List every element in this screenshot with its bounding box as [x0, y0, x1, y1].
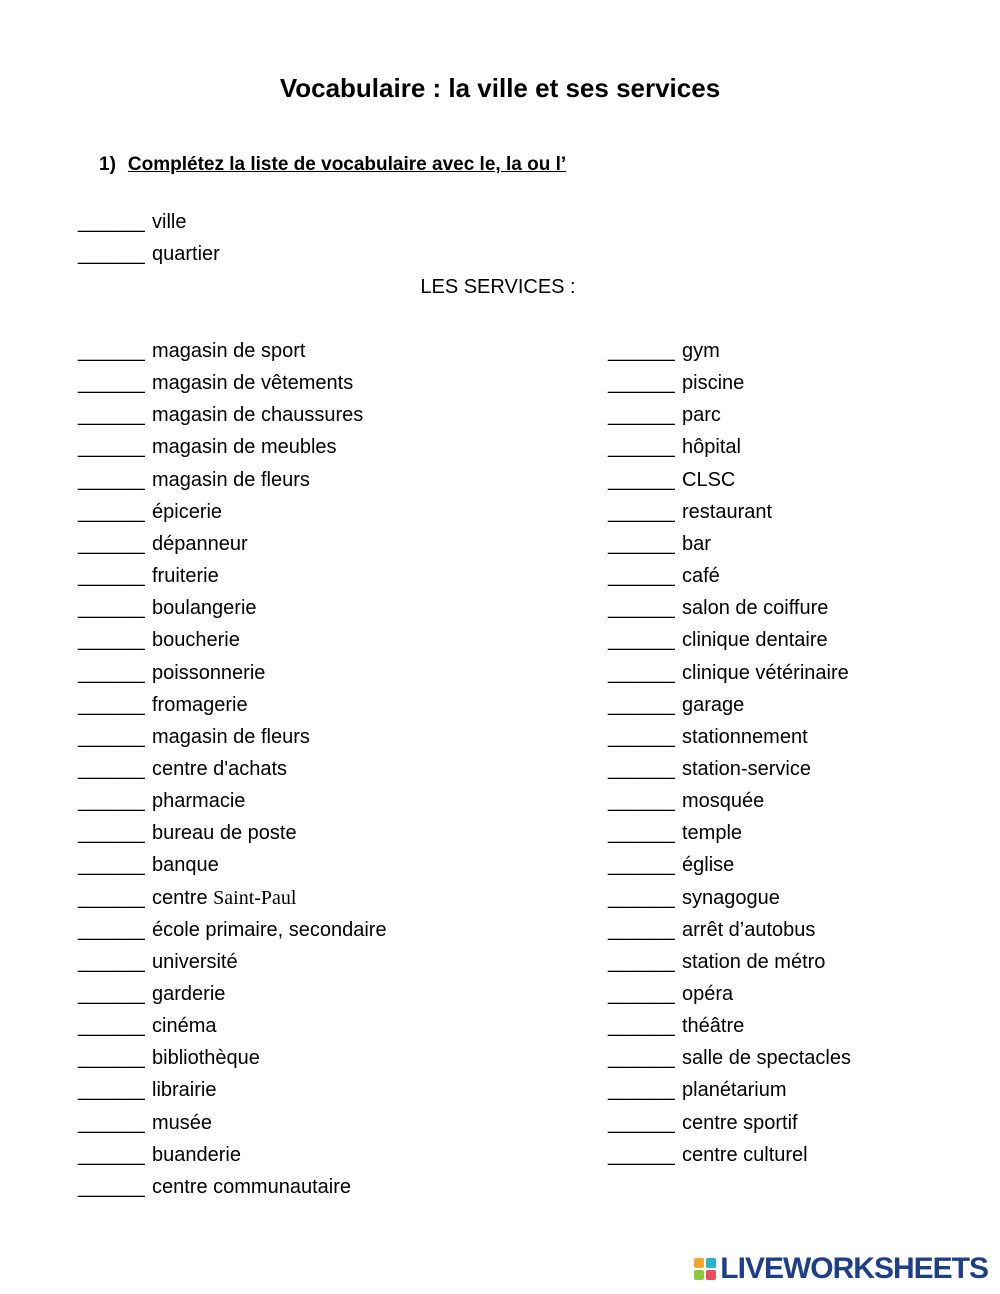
vocabulary-word: ville — [152, 211, 187, 233]
vocabulary-word: centre culturel — [682, 1143, 808, 1166]
vocabulary-word: magasin de fleurs — [152, 725, 310, 748]
vocabulary-item — [78, 560, 219, 592]
vocabulary-item — [608, 657, 849, 689]
article-blank[interactable]: ______ — [608, 693, 675, 716]
services-heading: LES SERVICES : — [420, 276, 576, 298]
vocabulary-word: buanderie — [152, 1143, 241, 1166]
vocabulary-word: CLSC — [682, 468, 736, 491]
vocabulary-item — [78, 657, 265, 689]
vocabulary-item — [608, 592, 828, 624]
article-blank[interactable]: ______ — [78, 1175, 145, 1198]
article-blank[interactable]: ______ — [608, 1111, 675, 1134]
article-blank[interactable]: ______ — [78, 822, 145, 845]
logo-mark-icon — [694, 1258, 716, 1280]
logo-text: LIVEWORKSHEETS — [720, 1252, 988, 1285]
vocabulary-word: école primaire, secondaire — [152, 918, 387, 941]
article-blank[interactable]: ______ — [608, 565, 675, 588]
article-blank[interactable]: ______ — [78, 629, 145, 652]
vocabulary-word: café — [682, 565, 720, 588]
article-blank[interactable]: ______ — [608, 372, 675, 395]
vocabulary-word: boucherie — [152, 629, 240, 652]
vocabulary-word: bar — [682, 532, 711, 555]
vocabulary-word: centre sportif — [682, 1111, 798, 1134]
article-blank[interactable]: ______ — [608, 629, 675, 652]
vocabulary-word: épicerie — [152, 500, 223, 523]
article-blank[interactable]: ______ — [608, 1079, 675, 1102]
vocabulary-item — [608, 496, 772, 528]
article-blank[interactable]: ______ — [608, 854, 675, 877]
vocabulary-item — [608, 753, 811, 785]
vocabulary-word: librairie — [152, 1079, 217, 1102]
page-title: Vocabulaire : la ville et ses services — [279, 73, 721, 103]
vocabulary-item — [608, 946, 825, 978]
article-blank[interactable]: ______ — [78, 1079, 145, 1102]
vocabulary-word: magasin de vêtements — [152, 372, 354, 395]
vocabulary-word: boulangerie — [152, 597, 257, 620]
vocabulary-word: magasin de fleurs — [152, 468, 310, 491]
liveworksheets-logo — [694, 1252, 988, 1286]
article-blank[interactable]: ______ — [78, 661, 145, 684]
vocabulary-item — [78, 592, 257, 624]
vocabulary-item — [78, 1010, 216, 1042]
vocabulary-word: mosquée — [682, 790, 765, 813]
vocabulary-word: garderie — [152, 983, 226, 1005]
vocabulary-item — [78, 367, 353, 399]
vocabulary-word: banque — [152, 854, 219, 877]
vocabulary-item — [608, 849, 734, 881]
article-blank[interactable]: ______ — [78, 1015, 145, 1038]
vocabulary-word: station-service — [682, 757, 811, 780]
vocabulary-item — [608, 721, 808, 753]
vocabulary-item — [608, 464, 735, 496]
vocabulary-item — [608, 431, 741, 463]
vocabulary-word: clinique vétérinaire — [682, 661, 849, 684]
article-blank[interactable]: ______ — [78, 468, 145, 491]
vocabulary-item — [608, 367, 744, 399]
vocabulary-item — [608, 914, 815, 946]
article-blank[interactable]: ______ — [78, 1047, 145, 1070]
vocabulary-word: église — [682, 854, 735, 877]
vocabulary-item — [608, 560, 720, 592]
vocabulary-word: fruiterie — [152, 565, 219, 588]
vocabulary-item — [78, 399, 363, 431]
article-blank[interactable]: ______ — [608, 404, 675, 427]
vocabulary-item — [78, 528, 248, 560]
vocabulary-word: centre d'achats — [152, 757, 288, 780]
article-blank[interactable]: ______ — [608, 1143, 675, 1166]
intro-item — [78, 238, 220, 270]
vocabulary-word: quartier — [152, 243, 220, 266]
vocabulary-item — [78, 1139, 241, 1171]
vocabulary-word: centre Saint-Paul — [152, 886, 297, 909]
vocabulary-word: magasin de sport — [152, 340, 306, 362]
logo-square — [706, 1258, 716, 1268]
article-blank[interactable]: ______ — [608, 886, 675, 909]
logo-square — [694, 1270, 704, 1280]
article-blank[interactable]: ______ — [608, 532, 675, 555]
instruction-number: 1) — [99, 154, 116, 175]
vocabulary-item — [78, 849, 219, 881]
vocabulary-word: planétarium — [682, 1079, 787, 1102]
article-blank[interactable]: ______ — [608, 822, 675, 845]
article-blank[interactable]: ______ — [78, 597, 145, 620]
vocabulary-word: musée — [152, 1111, 213, 1134]
article-blank[interactable]: ______ — [608, 1015, 675, 1038]
vocabulary-item — [608, 528, 711, 560]
article-blank[interactable]: ______ — [608, 1047, 675, 1070]
article-blank[interactable]: ______ — [78, 404, 145, 427]
vocabulary-word: poissonnerie — [152, 661, 266, 684]
article-blank[interactable]: ______ — [78, 854, 145, 877]
article-blank[interactable]: ______ — [608, 790, 675, 813]
vocabulary-item — [608, 1139, 808, 1171]
article-blank[interactable]: ______ — [78, 790, 145, 813]
vocabulary-word: théâtre — [682, 1015, 745, 1038]
article-blank[interactable]: ______ — [608, 950, 675, 973]
vocabulary-item — [78, 882, 297, 914]
article-blank[interactable]: ______ — [608, 983, 675, 1005]
article-blank[interactable]: ______ — [78, 340, 145, 362]
article-blank[interactable]: ______ — [78, 436, 145, 459]
vocabulary-item — [78, 946, 238, 978]
vocabulary-word: pharmacie — [152, 790, 246, 813]
vocabulary-word: stationnement — [682, 725, 808, 748]
article-blank[interactable]: ______ — [78, 372, 145, 395]
article-blank[interactable]: ______ — [78, 500, 145, 523]
vocabulary-item — [78, 431, 337, 463]
logo-square — [694, 1258, 704, 1268]
vocabulary-word: bibliothèque — [152, 1047, 260, 1070]
vocabulary-word: restaurant — [682, 500, 773, 523]
vocabulary-item — [78, 914, 387, 946]
article-blank[interactable]: ______ — [78, 565, 145, 588]
vocabulary-item — [608, 882, 780, 914]
article-blank[interactable]: ______ — [78, 1143, 145, 1166]
instruction — [99, 150, 566, 180]
vocabulary-item — [78, 496, 222, 528]
vocabulary-word: université — [152, 950, 238, 973]
vocabulary-item — [608, 978, 733, 1010]
vocabulary-item — [608, 1074, 787, 1106]
article-blank[interactable]: ______ — [608, 500, 675, 523]
vocabulary-word: clinique dentaire — [682, 629, 828, 652]
article-blank[interactable]: ______ — [78, 983, 145, 1005]
vocabulary-item — [78, 1171, 351, 1203]
vocabulary-word: magasin de meubles — [152, 436, 337, 459]
vocabulary-item — [78, 1074, 216, 1106]
vocabulary-item — [78, 689, 248, 721]
vocabulary-item — [78, 753, 287, 785]
vocabulary-word: magasin de chaussures — [152, 404, 364, 427]
vocabulary-word: hôpital — [682, 436, 741, 459]
vocabulary-item — [608, 1107, 798, 1139]
article-blank[interactable]: ______ — [78, 950, 145, 973]
vocabulary-word: fromagerie — [152, 693, 248, 716]
article-blank[interactable]: ______ — [608, 468, 675, 491]
article-blank[interactable]: ______ — [78, 918, 145, 941]
vocabulary-word: salon de coiffure — [682, 597, 829, 620]
vocabulary-item — [78, 721, 310, 753]
vocabulary-item — [78, 335, 305, 367]
vocabulary-word: opéra — [682, 983, 734, 1005]
article-blank[interactable]: ______ — [78, 211, 145, 233]
article-blank[interactable]: ______ — [608, 597, 675, 620]
vocabulary-word: station de métro — [682, 950, 826, 973]
article-blank[interactable]: ______ — [608, 340, 675, 362]
vocabulary-word: synagogue — [682, 886, 780, 909]
vocabulary-word: arrêt d’autobus — [682, 918, 816, 941]
article-blank[interactable]: ______ — [78, 1111, 145, 1134]
vocabulary-item — [78, 1042, 260, 1074]
article-blank[interactable]: ______ — [608, 918, 675, 941]
vocabulary-word: centre communautaire — [152, 1175, 351, 1198]
vocabulary-word: gym — [682, 340, 720, 362]
vocabulary-word: piscine — [682, 372, 745, 395]
vocabulary-word: salle de spectacles — [682, 1047, 851, 1070]
vocabulary-item — [78, 817, 297, 849]
article-blank[interactable]: ______ — [608, 757, 675, 780]
vocabulary-item — [608, 1010, 744, 1042]
vocabulary-word: garage — [682, 693, 745, 716]
instruction-text: Complétez la liste de vocabulaire avec le, la ou l’ — [127, 154, 567, 175]
vocabulary-item — [608, 1042, 851, 1074]
vocabulary-word: parc — [682, 404, 721, 427]
vocabulary-item — [608, 817, 742, 849]
vocabulary-item — [78, 978, 225, 1010]
article-blank[interactable]: ______ — [608, 436, 675, 459]
vocabulary-word: bureau de poste — [152, 822, 297, 845]
vocabulary-item — [608, 689, 744, 721]
article-blank[interactable]: ______ — [78, 243, 145, 266]
article-blank[interactable]: ______ — [78, 757, 145, 780]
vocabulary-item — [78, 1107, 212, 1139]
article-blank[interactable]: ______ — [78, 532, 145, 555]
vocabulary-item — [78, 785, 245, 817]
vocabulary-item — [608, 399, 721, 431]
article-blank[interactable]: ______ — [78, 725, 145, 748]
vocabulary-word: temple — [682, 822, 743, 845]
vocabulary-item — [608, 624, 828, 656]
vocabulary-item — [78, 464, 310, 496]
vocabulary-item — [608, 335, 720, 367]
article-blank[interactable]: ______ — [78, 886, 145, 909]
article-blank[interactable]: ______ — [78, 693, 145, 716]
vocabulary-item — [78, 624, 240, 656]
article-blank[interactable]: ______ — [608, 661, 675, 684]
vocabulary-word: cinéma — [152, 1015, 217, 1038]
vocabulary-word: dépanneur — [152, 532, 248, 555]
article-blank[interactable]: ______ — [608, 725, 675, 748]
vocabulary-item — [608, 785, 764, 817]
logo-square — [706, 1270, 716, 1280]
intro-item — [78, 206, 186, 238]
